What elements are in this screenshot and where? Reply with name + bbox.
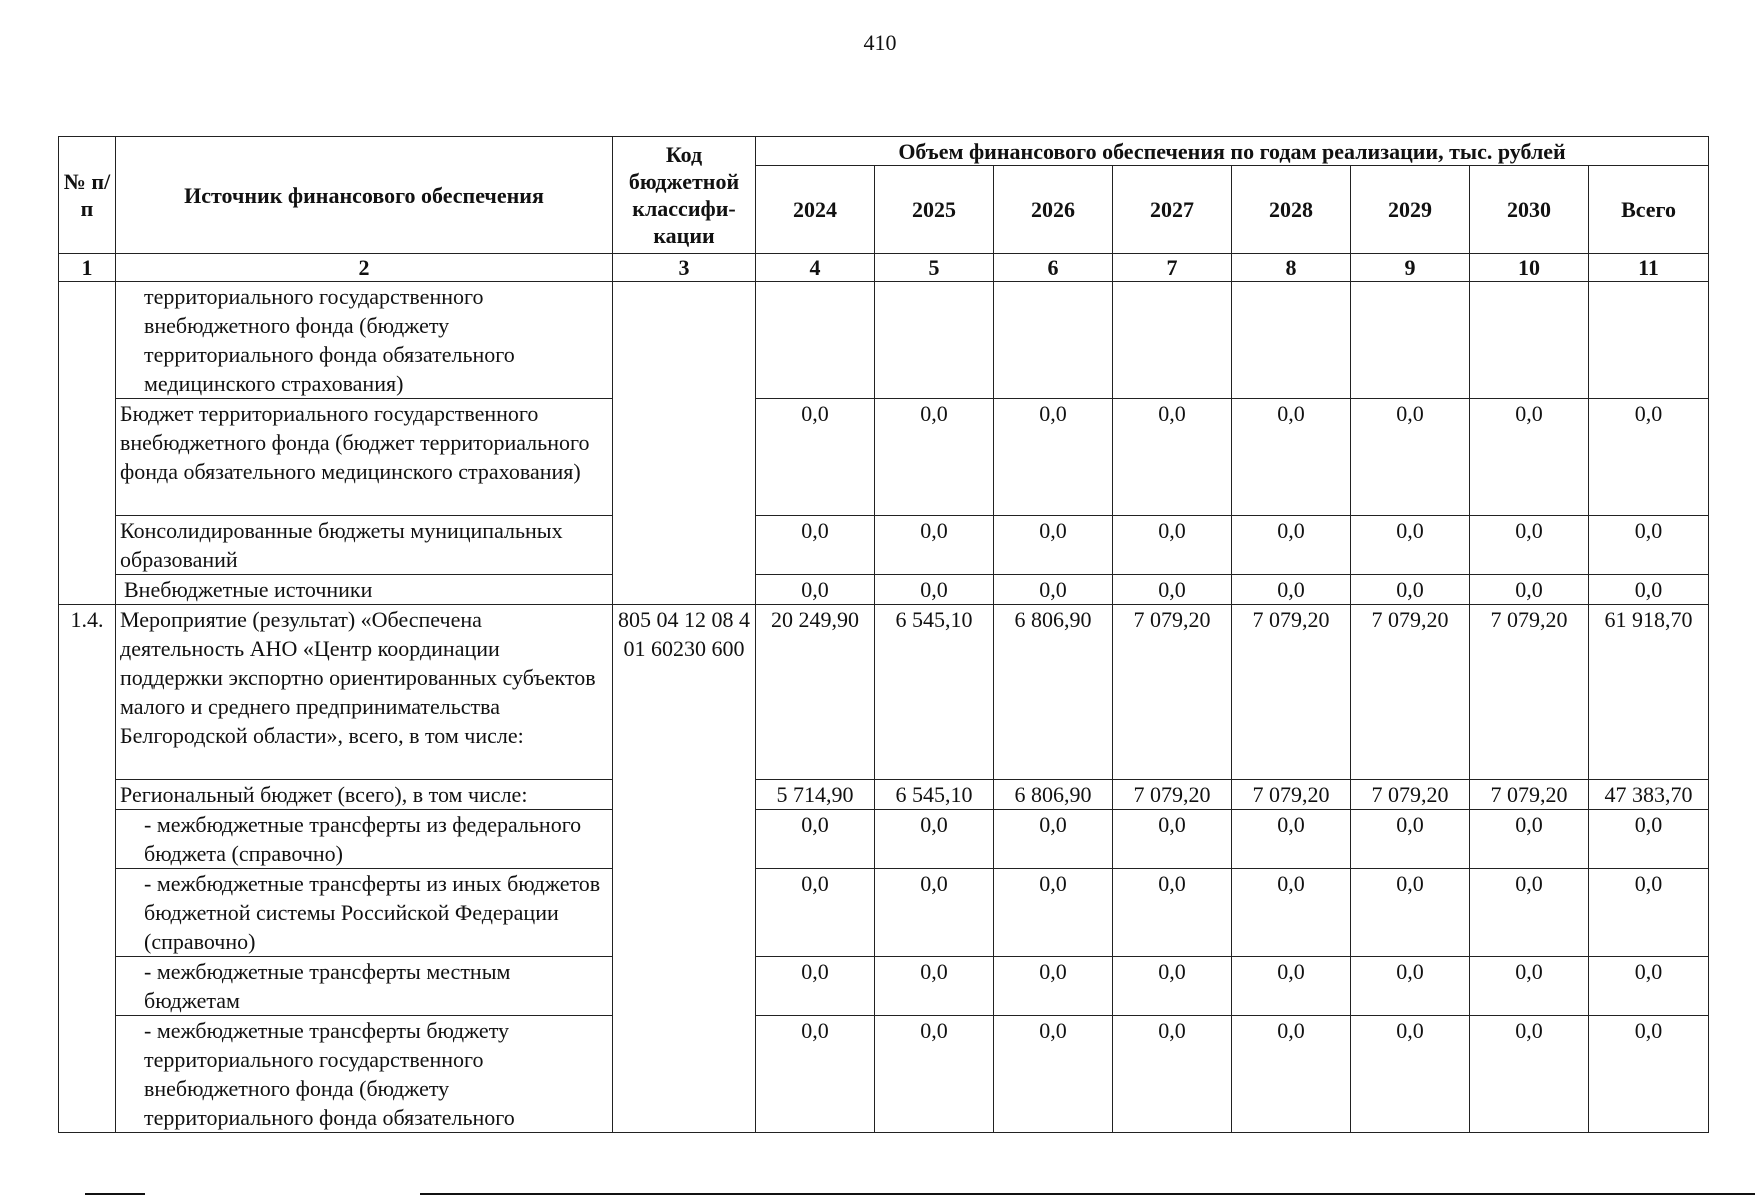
- table-row: [59, 810, 1709, 869]
- value-cell: [1470, 282, 1589, 399]
- value-cell: 0,0: [994, 399, 1113, 516]
- value-cell: [1589, 282, 1709, 399]
- value-cell: 0,0: [1470, 516, 1589, 575]
- column-number: 2: [116, 254, 613, 282]
- value-cell: 0,0: [994, 516, 1113, 575]
- column-number: 8: [1232, 254, 1351, 282]
- value-cell: 0,0: [875, 516, 994, 575]
- value-cell: 0,0: [1470, 1016, 1589, 1133]
- column-number: 6: [994, 254, 1113, 282]
- value-cell: 0,0: [1351, 957, 1470, 1016]
- row-num-cell: [59, 282, 116, 605]
- value-cell: 0,0: [756, 1016, 875, 1133]
- value-cell: 0,0: [1589, 575, 1709, 605]
- value-cell: 0,0: [994, 575, 1113, 605]
- table-row: [59, 516, 1709, 575]
- value-cell: 6 806,90: [994, 780, 1113, 810]
- table-row: [59, 282, 1709, 399]
- value-cell: 0,0: [1589, 399, 1709, 516]
- table-row: [59, 780, 1709, 810]
- value-cell: 0,0: [756, 810, 875, 869]
- value-cell: 0,0: [994, 957, 1113, 1016]
- value-cell: 0,0: [1351, 810, 1470, 869]
- column-number: 5: [875, 254, 994, 282]
- header-year: 2029: [1351, 166, 1470, 254]
- column-numbers-row: [59, 254, 1709, 282]
- column-number: 1: [59, 254, 116, 282]
- header-total: Всего: [1589, 166, 1709, 254]
- value-cell: 7 079,20: [1351, 780, 1470, 810]
- value-cell: 0,0: [1113, 869, 1232, 957]
- value-cell: 7 079,20: [1113, 605, 1232, 780]
- value-cell: [756, 282, 875, 399]
- value-cell: 0,0: [756, 575, 875, 605]
- table-row: [59, 575, 1709, 605]
- row-source: - межбюджетные трансферты местным бюджетам: [116, 957, 613, 1016]
- header-year: 2030: [1470, 166, 1589, 254]
- value-cell: 7 079,20: [1470, 605, 1589, 780]
- value-cell: 0,0: [875, 869, 994, 957]
- row-source: - межбюджетные трансферты бюджету территориального государственного внебюджетного фонда (бюджету территориального фонда обязательного: [116, 1016, 613, 1133]
- page-number: 410: [863, 30, 897, 55]
- value-cell: 7 079,20: [1351, 605, 1470, 780]
- value-cell: 0,0: [1232, 869, 1351, 957]
- value-cell: 0,0: [1113, 516, 1232, 575]
- value-cell: 0,0: [875, 575, 994, 605]
- value-cell: 0,0: [1470, 575, 1589, 605]
- header-code: Код бюджетной классифи- кации: [613, 137, 756, 254]
- header-row-1: [59, 137, 1709, 166]
- footer-divider: [420, 1193, 1755, 1195]
- value-cell: 0,0: [1232, 810, 1351, 869]
- header-num: № п/п: [59, 137, 116, 254]
- row-source: Региональный бюджет (всего), в том числе:: [116, 780, 613, 810]
- value-cell: 0,0: [1589, 810, 1709, 869]
- column-number: 9: [1351, 254, 1470, 282]
- row-code: 805 04 12 08 4 01 60230 600: [613, 605, 756, 1133]
- value-cell: [994, 282, 1113, 399]
- value-cell: 0,0: [1113, 575, 1232, 605]
- value-cell: 0,0: [1470, 399, 1589, 516]
- value-cell: 0,0: [1113, 399, 1232, 516]
- header-source: Источник финансового обеспечения: [116, 137, 613, 254]
- value-cell: 0,0: [1113, 957, 1232, 1016]
- value-cell: 6 545,10: [875, 605, 994, 780]
- column-number: 11: [1589, 254, 1709, 282]
- row-source: - межбюджетные трансферты из иных бюджетов бюджетной системы Российской Федерации (справочно): [116, 869, 613, 957]
- value-cell: 0,0: [1589, 869, 1709, 957]
- value-cell: 0,0: [1470, 869, 1589, 957]
- header-year: 2027: [1113, 166, 1232, 254]
- value-cell: 0,0: [1232, 516, 1351, 575]
- row-code-cell: [613, 282, 756, 605]
- value-cell: [1113, 282, 1232, 399]
- column-number: 10: [1470, 254, 1589, 282]
- table-row: [59, 399, 1709, 516]
- header-year: 2028: [1232, 166, 1351, 254]
- value-cell: 0,0: [875, 1016, 994, 1133]
- value-cell: 0,0: [1113, 810, 1232, 869]
- header-volume: Объем финансового обеспечения по годам реализации, тыс. рублей: [756, 137, 1709, 166]
- value-cell: [1232, 282, 1351, 399]
- header-year: 2024: [756, 166, 875, 254]
- row-source: Бюджет территориального государственного внебюджетного фонда (бюджет территориального фонда обязательного медицинского страхования): [116, 399, 613, 516]
- value-cell: 0,0: [1232, 399, 1351, 516]
- value-cell: 0,0: [1351, 1016, 1470, 1133]
- value-cell: 7 079,20: [1232, 780, 1351, 810]
- value-cell: 0,0: [1589, 516, 1709, 575]
- row-num: 1.4.: [59, 605, 116, 1133]
- header-year: 2026: [994, 166, 1113, 254]
- column-number: 4: [756, 254, 875, 282]
- value-cell: 0,0: [875, 399, 994, 516]
- value-cell: 0,0: [756, 516, 875, 575]
- value-cell: 0,0: [1351, 399, 1470, 516]
- value-cell: 0,0: [1351, 516, 1470, 575]
- value-cell: 61 918,70: [1589, 605, 1709, 780]
- row-source: Консолидированные бюджеты муниципальных образований: [116, 516, 613, 575]
- value-cell: 0,0: [1589, 1016, 1709, 1133]
- value-cell: 6 806,90: [994, 605, 1113, 780]
- table-row: [59, 957, 1709, 1016]
- value-cell: 7 079,20: [1113, 780, 1232, 810]
- value-cell: 6 545,10: [875, 780, 994, 810]
- value-cell: 0,0: [994, 810, 1113, 869]
- value-cell: [875, 282, 994, 399]
- value-cell: 0,0: [875, 810, 994, 869]
- value-cell: 5 714,90: [756, 780, 875, 810]
- value-cell: 20 249,90: [756, 605, 875, 780]
- table-row: [59, 605, 1709, 780]
- row-source: - межбюджетные трансферты из федерального бюджета (справочно): [116, 810, 613, 869]
- footer-divider: [85, 1193, 145, 1195]
- value-cell: 0,0: [1113, 1016, 1232, 1133]
- value-cell: 0,0: [1470, 957, 1589, 1016]
- value-cell: 0,0: [756, 957, 875, 1016]
- value-cell: 0,0: [756, 869, 875, 957]
- column-number: 3: [613, 254, 756, 282]
- row-source: Внебюджетные источники: [116, 575, 613, 605]
- header-year: 2025: [875, 166, 994, 254]
- table-row: [59, 869, 1709, 957]
- table-row: [59, 1016, 1709, 1133]
- value-cell: 0,0: [1470, 810, 1589, 869]
- row-source: территориального государственного внебюджетного фонда (бюджету территориального фонда обязательного медицинского страхования): [116, 282, 613, 399]
- value-cell: 0,0: [1232, 575, 1351, 605]
- value-cell: 0,0: [1351, 575, 1470, 605]
- value-cell: 0,0: [1589, 957, 1709, 1016]
- value-cell: 0,0: [875, 957, 994, 1016]
- column-number: 7: [1113, 254, 1232, 282]
- value-cell: 7 079,20: [1470, 780, 1589, 810]
- value-cell: [1351, 282, 1470, 399]
- row-source: Мероприятие (результат) «Обеспечена деятельность АНО «Центр координации поддержки экспортно ориентированных субъектов малого и среднего предпринимательства Белгородской области», всего, в том числе:: [116, 605, 613, 780]
- value-cell: 0,0: [1232, 957, 1351, 1016]
- value-cell: 0,0: [1351, 869, 1470, 957]
- value-cell: 0,0: [1232, 1016, 1351, 1133]
- value-cell: 47 383,70: [1589, 780, 1709, 810]
- financing-table: [58, 136, 1709, 1133]
- value-cell: 7 079,20: [1232, 605, 1351, 780]
- value-cell: 0,0: [756, 399, 875, 516]
- value-cell: 0,0: [994, 869, 1113, 957]
- value-cell: 0,0: [994, 1016, 1113, 1133]
